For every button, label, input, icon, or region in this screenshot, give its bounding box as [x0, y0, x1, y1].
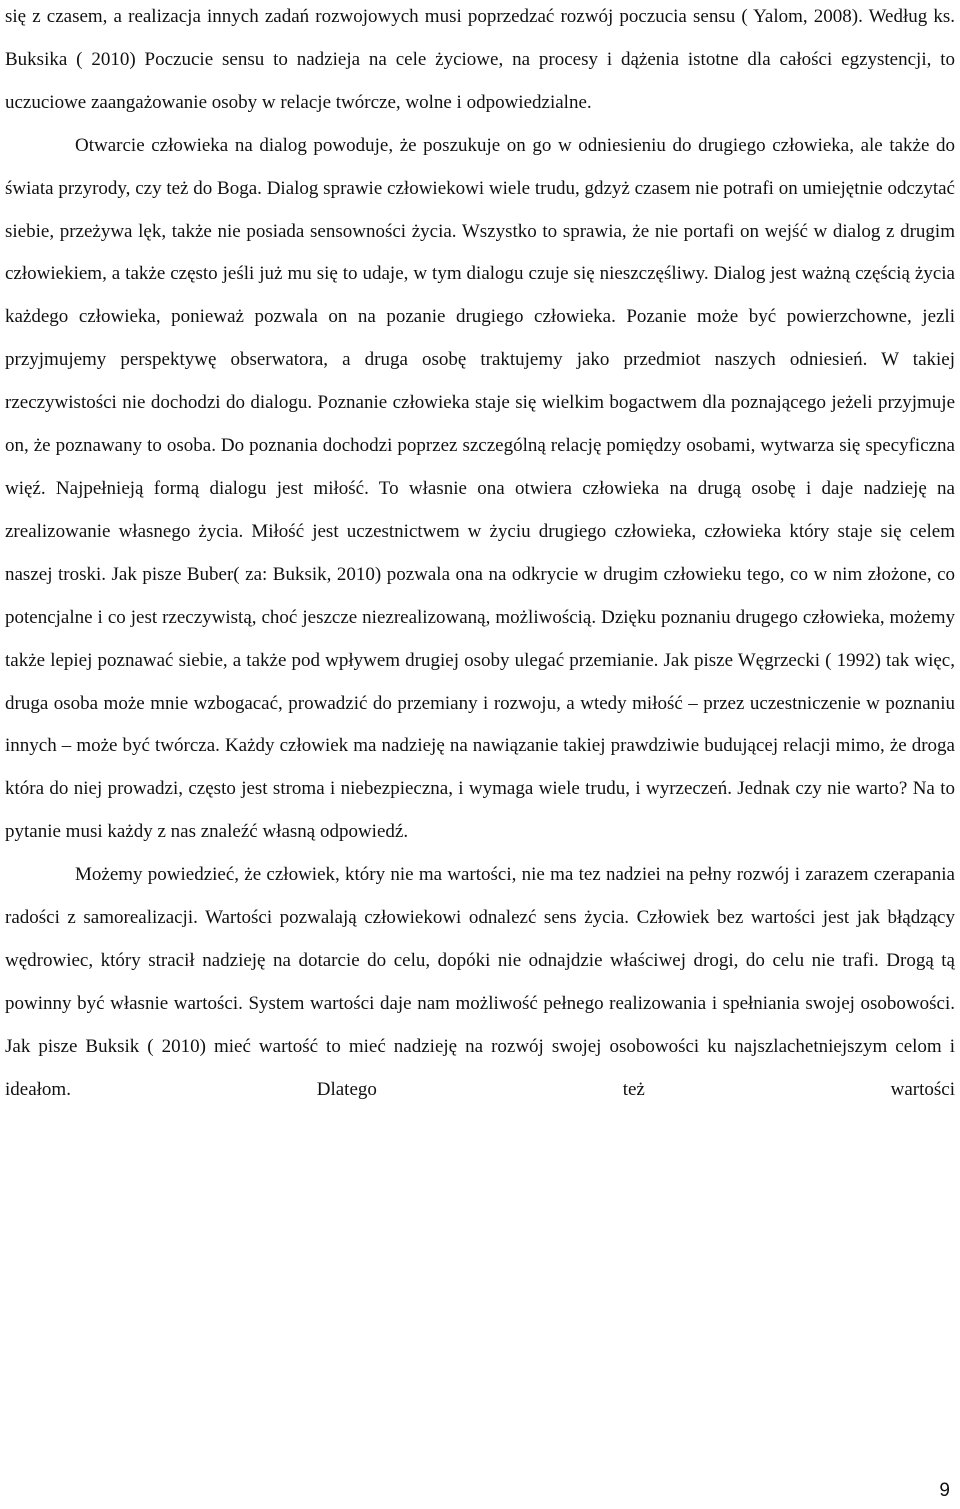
document-page [5, 0, 955, 1112]
page-number: 9 [939, 1480, 950, 1501]
paragraph-dialog: Otwarcie człowieka na dialog powoduje, że poszukuje on go w odniesieniu do drugiego człowieka, ale także do świata przyrody, czy też do Boga. Dialog sprawie człowiekowi wiele trudu, gdzyż czasem nie potrafi on umiejętnie odczytać siebie, przeżywa lęk, także nie posiada sensowności życia. Wszystko to sprawia, że nie portafi on wejść w dialog z drugim człowiekiem, a także często jeśli już mu się to udaje, w tym dialogu czuje się nieszczęśliwy. Dialog jest ważną częścią życia każdego człowieka, ponieważ pozwala on na pozanie drugiego człowieka. Pozanie może być powierzchowne, jezli przyjmujemy perspektywę obserwatora, a druga osobę traktujemy jako przedmiot naszych odniesień. W takiej rzeczywistości nie dochodzi do dialogu. Poznanie człowieka staje się wielkim bogactwem dla poznającego jeżeli przyjmuje on, że poznawany to osoba. Do poznania dochodzi poprzez szczególną relację pomiędzy osobami, wytwarza się specyficzna więź. Najpełnieją formą dialogu jest miłość. To własnie ona otwiera człowieka na drugą osobę i daje nadzieję na zrealizowanie własnego życia. Miłość jest uczestnictwem w życiu drugiego człowieka, człowieka który staje się celem naszej troski. Jak pisze Buber( za: Buksik, 2010) pozwala ona na odkrycie w drugim człowieku tego, co w nim złożone, co potencjalne i co jest rzeczywistą, choć jeszcze niezrealizowaną, możliwością. Dzięku poznaniu drugego człowieka, możemy także lepiej poznawać siebie, a także pod wpływem drugiej osoby ulegać przemianie. Jak pisze Węgrzecki ( 1992) tak więc, druga osoba może mnie wzbogacać, prowadzić do przemiany i rozwoju, a wtedy miłość – przez uczestniczenie w poznaniu innych – może być twórcza. Każdy człowiek ma nadzieję na nawiązanie takiej prawdziwie budującej relacji mimo, że droga która do niej prowadzi, często jest stroma i niebezpieczna, i wymaga wiele trudu, i wyrzeczeń. Jednak czy nie warto? Na to pytanie musi każdy z nas znaleźć własną odpowiedź. [5, 134, 955, 843]
paragraph-continuation: się z czasem, a realizacja innych zadań rozwojowych musi poprzedzać rozwój poczucia sensu ( Yalom, 2008). Według ks. Buksika ( 2010) Poczucie sensu to nadzieja na cele życiowe, na procesy i dążenia istotne dla całości egzystencji, to uczuciowe zaangażowanie osoby w relacje twórcze, wolne i odpowiedzialne. [5, 6, 955, 113]
paragraph-values: Możemy powiedzieć, że człowiek, który nie ma wartości, nie ma tez nadziei na pełny rozwój i zarazem czerapania radości z samorealizacji. Wartości pozwalają człowiekowi odnalezć sens życia. Człowiek bez wartości jest jak błądzący wędrowiec, który stracił nadzieję na dotarcie do celu, dopóki nie odnajdzie właściwej drogi, do celu nie trafi. Drogą tą powinny być własnie wartości. System wartości daje nam możliwość pełnego realizowania i spełniania swojej osobowości. Jak pisze Buksik ( 2010) mieć wartość to mieć nadzieję na rozwój swojej osobowości ku najszlachetniejszym celom i ideałom. Dlatego też wartości [5, 864, 955, 1100]
